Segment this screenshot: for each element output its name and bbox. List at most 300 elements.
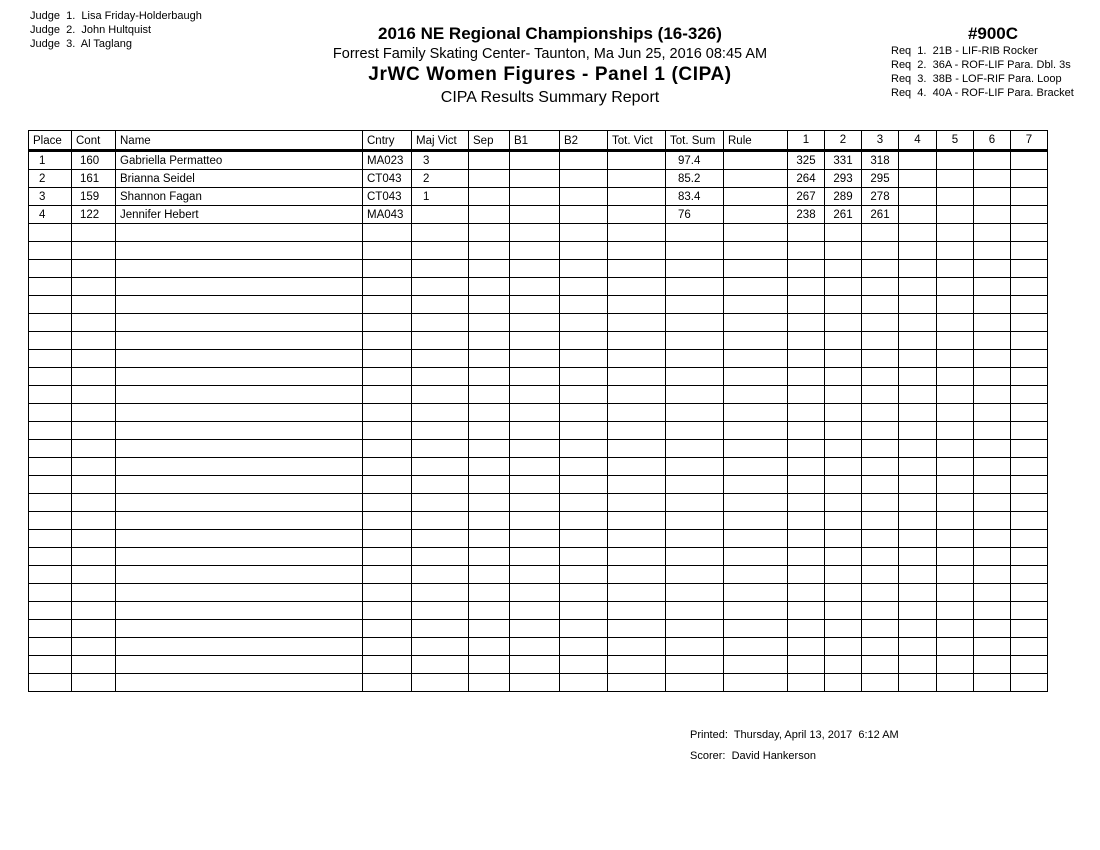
cell-sep bbox=[469, 386, 510, 404]
cell-cntry bbox=[363, 638, 412, 656]
cell-j5 bbox=[937, 278, 974, 296]
cell-j6 bbox=[974, 530, 1011, 548]
printed-timestamp: Printed: Thursday, April 13, 2017 6:12 AM bbox=[690, 729, 899, 741]
cell-name bbox=[116, 278, 363, 296]
cell-maj-vict bbox=[412, 260, 469, 278]
table-row bbox=[29, 206, 1048, 224]
cell-tot-sum bbox=[666, 548, 724, 566]
cell-name bbox=[116, 638, 363, 656]
cell-j5 bbox=[937, 350, 974, 368]
cell-j7 bbox=[1011, 368, 1048, 386]
cell-j5 bbox=[937, 170, 974, 188]
scorer-name: Scorer: David Hankerson bbox=[690, 750, 816, 762]
cell-tot-sum bbox=[666, 674, 724, 692]
cell-b1 bbox=[510, 494, 560, 512]
cell-j2 bbox=[825, 548, 862, 566]
cell-cntry: MA043 bbox=[363, 206, 412, 224]
cell-tot-vict bbox=[608, 566, 666, 584]
cell-j4 bbox=[899, 422, 937, 440]
cell-tot-vict bbox=[608, 440, 666, 458]
cell-j3 bbox=[862, 512, 899, 530]
cell-place bbox=[29, 494, 72, 512]
cell-cont bbox=[72, 476, 116, 494]
cell-tot-sum bbox=[666, 512, 724, 530]
cell-maj-vict bbox=[412, 350, 469, 368]
cell-tot-sum bbox=[666, 224, 724, 242]
cell-j1 bbox=[788, 278, 825, 296]
cell-place bbox=[29, 566, 72, 584]
cell-maj-vict bbox=[412, 476, 469, 494]
col-place: Place bbox=[29, 131, 72, 151]
cell-j3 bbox=[862, 494, 899, 512]
col-sep: Sep bbox=[469, 131, 510, 151]
cell-j6 bbox=[974, 458, 1011, 476]
cell-sep bbox=[469, 260, 510, 278]
empty-table-row bbox=[29, 404, 1048, 422]
cell-sep bbox=[469, 151, 510, 170]
cell-j6 bbox=[974, 368, 1011, 386]
cell-rule bbox=[724, 566, 788, 584]
cell-j3 bbox=[862, 620, 899, 638]
empty-table-row bbox=[29, 350, 1048, 368]
cell-tot-sum bbox=[666, 656, 724, 674]
cell-j4 bbox=[899, 566, 937, 584]
cell-j1 bbox=[788, 620, 825, 638]
cell-b2 bbox=[560, 494, 608, 512]
report-header bbox=[290, 24, 810, 108]
judges-list bbox=[30, 9, 202, 51]
cell-tot-vict bbox=[608, 512, 666, 530]
cell-b2 bbox=[560, 278, 608, 296]
col-b2: B2 bbox=[560, 131, 608, 151]
cell-j2 bbox=[825, 260, 862, 278]
cell-sep bbox=[469, 206, 510, 224]
cell-j1: 267 bbox=[788, 188, 825, 206]
cell-cntry bbox=[363, 620, 412, 638]
col-judge-6: 6 bbox=[974, 131, 1011, 151]
cell-rule bbox=[724, 674, 788, 692]
cell-cont bbox=[72, 332, 116, 350]
cell-j5 bbox=[937, 314, 974, 332]
cell-j1 bbox=[788, 656, 825, 674]
cell-maj-vict bbox=[412, 278, 469, 296]
cell-tot-sum bbox=[666, 620, 724, 638]
cell-j5 bbox=[937, 656, 974, 674]
cell-j7 bbox=[1011, 170, 1048, 188]
cell-maj-vict bbox=[412, 584, 469, 602]
cell-j2 bbox=[825, 386, 862, 404]
requirement-4: Req 4. 40A - ROF-LIF Para. Bracket bbox=[891, 87, 1074, 99]
judge-name: Lisa Friday-Holderbaugh bbox=[81, 10, 202, 22]
cell-j6 bbox=[974, 224, 1011, 242]
empty-table-row bbox=[29, 620, 1048, 638]
cell-name bbox=[116, 530, 363, 548]
cell-j7 bbox=[1011, 332, 1048, 350]
empty-table-row bbox=[29, 494, 1048, 512]
cell-b2 bbox=[560, 566, 608, 584]
cell-j2 bbox=[825, 494, 862, 512]
cell-cont: 122 bbox=[72, 206, 116, 224]
cell-j4 bbox=[899, 314, 937, 332]
cell-tot-vict bbox=[608, 350, 666, 368]
cell-place bbox=[29, 512, 72, 530]
event-title: JrWC Women Figures - Panel 1 (CIPA) bbox=[368, 64, 732, 85]
cell-j2 bbox=[825, 314, 862, 332]
col-tot-vict: Tot. Vict bbox=[608, 131, 666, 151]
cell-j7 bbox=[1011, 656, 1048, 674]
cell-name bbox=[116, 242, 363, 260]
cell-cntry bbox=[363, 350, 412, 368]
cell-j3 bbox=[862, 332, 899, 350]
cell-cont bbox=[72, 242, 116, 260]
cell-j4 bbox=[899, 188, 937, 206]
empty-table-row bbox=[29, 386, 1048, 404]
cell-j2 bbox=[825, 350, 862, 368]
cell-j1 bbox=[788, 260, 825, 278]
cell-j2 bbox=[825, 296, 862, 314]
cell-j6 bbox=[974, 296, 1011, 314]
cell-j7 bbox=[1011, 494, 1048, 512]
results-table bbox=[28, 130, 1048, 692]
cell-j4 bbox=[899, 512, 937, 530]
cell-sep bbox=[469, 458, 510, 476]
cell-b1 bbox=[510, 224, 560, 242]
cell-name bbox=[116, 548, 363, 566]
cell-sep bbox=[469, 494, 510, 512]
table-row bbox=[29, 170, 1048, 188]
cell-place bbox=[29, 260, 72, 278]
venue-date: Forrest Family Skating Center- Taunton, Ma Jun 25, 2016 08:45 AM bbox=[332, 46, 768, 62]
cell-b2 bbox=[560, 476, 608, 494]
cell-b2 bbox=[560, 638, 608, 656]
cell-j7 bbox=[1011, 674, 1048, 692]
cell-rule bbox=[724, 278, 788, 296]
cell-j6 bbox=[974, 332, 1011, 350]
cell-j6 bbox=[974, 170, 1011, 188]
col-judge-3: 3 bbox=[862, 131, 899, 151]
cell-cntry bbox=[363, 440, 412, 458]
cell-rule bbox=[724, 296, 788, 314]
cell-rule bbox=[724, 368, 788, 386]
cell-tot-vict bbox=[608, 674, 666, 692]
cell-j7 bbox=[1011, 242, 1048, 260]
cell-b1 bbox=[510, 674, 560, 692]
cell-j1 bbox=[788, 638, 825, 656]
cell-j3: 295 bbox=[862, 170, 899, 188]
cell-j5 bbox=[937, 260, 974, 278]
cell-j3 bbox=[862, 476, 899, 494]
cell-cont bbox=[72, 458, 116, 476]
cell-j4 bbox=[899, 332, 937, 350]
cell-j5 bbox=[937, 422, 974, 440]
cell-tot-sum bbox=[666, 386, 724, 404]
cell-sep bbox=[469, 314, 510, 332]
cell-j4 bbox=[899, 350, 937, 368]
cell-maj-vict bbox=[412, 638, 469, 656]
cell-b2 bbox=[560, 242, 608, 260]
cell-tot-sum bbox=[666, 638, 724, 656]
cell-name bbox=[116, 494, 363, 512]
cell-b2 bbox=[560, 332, 608, 350]
cell-j5 bbox=[937, 151, 974, 170]
cell-rule bbox=[724, 584, 788, 602]
cell-sep bbox=[469, 350, 510, 368]
cell-cont bbox=[72, 674, 116, 692]
cell-name bbox=[116, 422, 363, 440]
cell-maj-vict bbox=[412, 242, 469, 260]
cell-place bbox=[29, 242, 72, 260]
cell-place bbox=[29, 602, 72, 620]
cell-cont bbox=[72, 494, 116, 512]
cell-rule bbox=[724, 548, 788, 566]
results-body bbox=[29, 151, 1048, 692]
competition-title: 2016 NE Regional Championships (16-326) bbox=[378, 24, 722, 43]
cell-maj-vict bbox=[412, 548, 469, 566]
cell-rule bbox=[724, 494, 788, 512]
cell-place bbox=[29, 296, 72, 314]
cell-b1 bbox=[510, 584, 560, 602]
cell-j6 bbox=[974, 566, 1011, 584]
col-tot-sum: Tot. Sum bbox=[666, 131, 724, 151]
cell-tot-vict bbox=[608, 386, 666, 404]
cell-rule bbox=[724, 440, 788, 458]
cell-j7 bbox=[1011, 440, 1048, 458]
cell-j7 bbox=[1011, 548, 1048, 566]
cell-place bbox=[29, 656, 72, 674]
cell-b1 bbox=[510, 458, 560, 476]
cell-j1 bbox=[788, 458, 825, 476]
cell-name bbox=[116, 386, 363, 404]
cell-rule bbox=[724, 170, 788, 188]
cell-b2 bbox=[560, 350, 608, 368]
cell-cntry: CT043 bbox=[363, 188, 412, 206]
cell-j6 bbox=[974, 188, 1011, 206]
empty-table-row bbox=[29, 260, 1048, 278]
cell-tot-vict bbox=[608, 296, 666, 314]
cell-name bbox=[116, 368, 363, 386]
requirement-2: Req 2. 36A - ROF-LIF Para. Dbl. 3s bbox=[891, 59, 1071, 71]
cell-j1: 325 bbox=[788, 151, 825, 170]
cell-b2 bbox=[560, 458, 608, 476]
cell-tot-vict bbox=[608, 206, 666, 224]
cell-rule bbox=[724, 530, 788, 548]
cell-place bbox=[29, 548, 72, 566]
cell-place bbox=[29, 386, 72, 404]
cell-name: Gabriella Permatteo bbox=[116, 151, 363, 170]
empty-table-row bbox=[29, 476, 1048, 494]
cell-j1 bbox=[788, 476, 825, 494]
cell-j6 bbox=[974, 620, 1011, 638]
col-judge-5: 5 bbox=[937, 131, 974, 151]
cell-b1 bbox=[510, 404, 560, 422]
empty-table-row bbox=[29, 638, 1048, 656]
cell-b2 bbox=[560, 224, 608, 242]
empty-table-row bbox=[29, 422, 1048, 440]
judge-name: Al Taglang bbox=[80, 38, 132, 50]
cell-name bbox=[116, 476, 363, 494]
cell-tot-vict bbox=[608, 224, 666, 242]
cell-b2 bbox=[560, 440, 608, 458]
cell-rule bbox=[724, 206, 788, 224]
cell-j3 bbox=[862, 422, 899, 440]
cell-cntry bbox=[363, 530, 412, 548]
cell-sep bbox=[469, 476, 510, 494]
cell-j5 bbox=[937, 476, 974, 494]
cell-j3: 318 bbox=[862, 151, 899, 170]
cell-maj-vict bbox=[412, 566, 469, 584]
cell-j1 bbox=[788, 368, 825, 386]
cell-j6 bbox=[974, 404, 1011, 422]
cell-j2 bbox=[825, 458, 862, 476]
cell-j7 bbox=[1011, 422, 1048, 440]
cell-j1 bbox=[788, 440, 825, 458]
cell-j4 bbox=[899, 440, 937, 458]
cell-tot-sum: 85.2 bbox=[666, 170, 724, 188]
cell-sep bbox=[469, 422, 510, 440]
col-b1: B1 bbox=[510, 131, 560, 151]
cell-j5 bbox=[937, 332, 974, 350]
cell-name bbox=[116, 566, 363, 584]
cell-j5 bbox=[937, 548, 974, 566]
cell-b1 bbox=[510, 512, 560, 530]
cell-maj-vict bbox=[412, 332, 469, 350]
cell-j6 bbox=[974, 386, 1011, 404]
report-footer bbox=[690, 728, 899, 763]
cell-b2 bbox=[560, 206, 608, 224]
cell-b1 bbox=[510, 602, 560, 620]
cell-tot-sum bbox=[666, 404, 724, 422]
cell-place: 1 bbox=[29, 151, 72, 170]
cell-tot-vict bbox=[608, 188, 666, 206]
cell-j2 bbox=[825, 512, 862, 530]
cell-tot-sum bbox=[666, 584, 724, 602]
cell-b1 bbox=[510, 386, 560, 404]
cell-tot-sum bbox=[666, 296, 724, 314]
empty-table-row bbox=[29, 368, 1048, 386]
cell-j2 bbox=[825, 638, 862, 656]
cell-b1 bbox=[510, 206, 560, 224]
cell-b1 bbox=[510, 188, 560, 206]
cell-b1 bbox=[510, 151, 560, 170]
cell-j3 bbox=[862, 278, 899, 296]
cell-tot-vict bbox=[608, 404, 666, 422]
cell-j6 bbox=[974, 350, 1011, 368]
cell-tot-vict bbox=[608, 584, 666, 602]
cell-tot-vict bbox=[608, 170, 666, 188]
cell-rule bbox=[724, 242, 788, 260]
cell-tot-sum bbox=[666, 476, 724, 494]
event-number: #900C bbox=[967, 24, 1019, 43]
requirement-3: Req 3. 38B - LOF-RIF Para. Loop bbox=[891, 73, 1062, 85]
cell-tot-vict bbox=[608, 602, 666, 620]
cell-place bbox=[29, 314, 72, 332]
cell-j4 bbox=[899, 386, 937, 404]
cell-name bbox=[116, 656, 363, 674]
cell-j2 bbox=[825, 674, 862, 692]
cell-j2 bbox=[825, 422, 862, 440]
cell-j1: 264 bbox=[788, 170, 825, 188]
cell-b1 bbox=[510, 314, 560, 332]
cell-tot-sum bbox=[666, 332, 724, 350]
cell-cont bbox=[72, 260, 116, 278]
cell-j3 bbox=[862, 242, 899, 260]
cell-sep bbox=[469, 602, 510, 620]
cell-j3 bbox=[862, 674, 899, 692]
cell-maj-vict bbox=[412, 404, 469, 422]
cell-sep bbox=[469, 242, 510, 260]
cell-j4 bbox=[899, 548, 937, 566]
cell-rule bbox=[724, 224, 788, 242]
cell-sep bbox=[469, 638, 510, 656]
cell-sep bbox=[469, 512, 510, 530]
cell-b2 bbox=[560, 314, 608, 332]
cell-name bbox=[116, 260, 363, 278]
cell-j1 bbox=[788, 332, 825, 350]
cell-name: Shannon Fagan bbox=[116, 188, 363, 206]
cell-j6 bbox=[974, 151, 1011, 170]
cell-cntry bbox=[363, 260, 412, 278]
cell-name bbox=[116, 674, 363, 692]
table-row bbox=[29, 151, 1048, 170]
cell-j7 bbox=[1011, 566, 1048, 584]
cell-tot-sum bbox=[666, 422, 724, 440]
empty-table-row bbox=[29, 440, 1048, 458]
cell-tot-vict bbox=[608, 476, 666, 494]
cell-j7 bbox=[1011, 188, 1048, 206]
cell-place: 2 bbox=[29, 170, 72, 188]
cell-j6 bbox=[974, 206, 1011, 224]
cell-place: 3 bbox=[29, 188, 72, 206]
cell-j6 bbox=[974, 548, 1011, 566]
cell-j2 bbox=[825, 476, 862, 494]
cell-cont bbox=[72, 548, 116, 566]
cell-rule bbox=[724, 476, 788, 494]
empty-table-row bbox=[29, 278, 1048, 296]
cell-j5 bbox=[937, 638, 974, 656]
cell-tot-vict bbox=[608, 151, 666, 170]
cell-b2 bbox=[560, 386, 608, 404]
cell-b1 bbox=[510, 638, 560, 656]
event-info bbox=[888, 24, 1098, 100]
col-judge-1: 1 bbox=[788, 131, 825, 151]
cell-j6 bbox=[974, 602, 1011, 620]
cell-b1 bbox=[510, 332, 560, 350]
cell-j4 bbox=[899, 224, 937, 242]
cell-j2: 293 bbox=[825, 170, 862, 188]
cell-j4 bbox=[899, 584, 937, 602]
cell-j5 bbox=[937, 368, 974, 386]
cell-cont bbox=[72, 314, 116, 332]
cell-j1 bbox=[788, 494, 825, 512]
cell-j2 bbox=[825, 404, 862, 422]
cell-sep bbox=[469, 296, 510, 314]
cell-b1 bbox=[510, 476, 560, 494]
cell-j7 bbox=[1011, 458, 1048, 476]
empty-table-row bbox=[29, 314, 1048, 332]
cell-sep bbox=[469, 548, 510, 566]
cell-b2 bbox=[560, 422, 608, 440]
empty-table-row bbox=[29, 530, 1048, 548]
cell-j5 bbox=[937, 440, 974, 458]
requirement-1: Req 1. 21B - LIF-RIB Rocker bbox=[891, 45, 1038, 57]
cell-tot-vict bbox=[608, 458, 666, 476]
cell-b2 bbox=[560, 602, 608, 620]
cell-j4 bbox=[899, 296, 937, 314]
cell-sep bbox=[469, 656, 510, 674]
cell-j7 bbox=[1011, 530, 1048, 548]
cell-cntry bbox=[363, 656, 412, 674]
cell-cntry bbox=[363, 314, 412, 332]
